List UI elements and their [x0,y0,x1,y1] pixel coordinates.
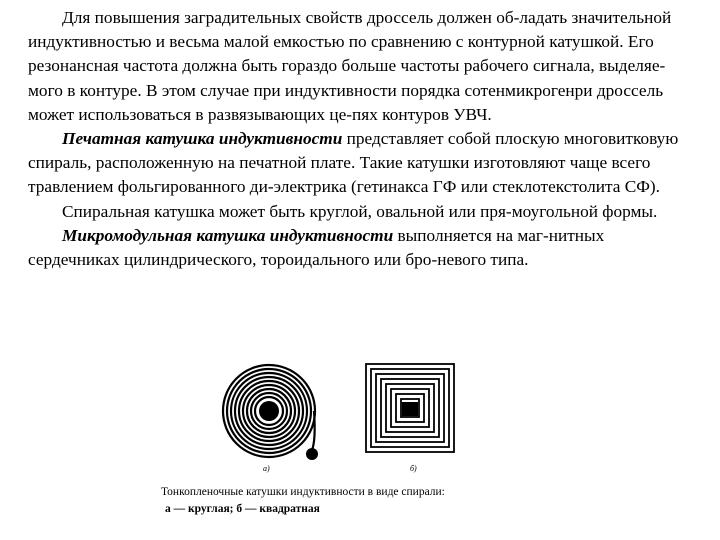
figure-caption-line-2: а — круглая; б — квадратная [165,503,320,515]
figure-caption [161,484,541,518]
round-spiral-outer-pad [306,448,318,460]
paragraph-micromodule-coil-text: выполняется на маг-нитных сердечниках цилиндрического, тороидального или бро-невого типа. [28,225,605,270]
paragraph-choke-text: Для повышения заградительных свойств дроссель должен об-ладать значительной индуктивностью и весьма малой емкостью по сравнению с контурной катушкой. Его резонансная частота должна быть гораздо больше частоты рабочего сигнала, выделяе-мого в контуре. В этом случае при индуктивности порядка сотенмикрогенри дроссель может использоваться в развязывающих це-пях контуров УВЧ. [28,8,672,124]
round-spiral-lead [312,411,315,450]
paragraph-micromodule-coil [28,224,700,272]
paragraph-spiral-shape [28,200,700,224]
figure-caption-line-1: Тонкопленочные катушки индуктивности в виде спирали: [161,486,445,498]
paragraph-printed-coil [28,127,700,200]
square-spiral-coil-figure [362,360,472,468]
figure-label-b: б) [410,464,417,473]
square-spiral-center-pad [402,402,418,416]
text-body [28,6,700,272]
term-micromodule-coil: Микромодульная катушка индуктивности [62,225,394,245]
round-spiral-center-pad [259,401,279,421]
figure-label-a: а) [263,464,270,473]
term-printed-coil: Печатная катушка индуктивности [62,129,343,149]
paragraph-choke [28,6,700,127]
paragraph-printed-coil-text: представляет собой плоскую многовитковую спираль, расположенную на печатной плате. Такие катушки изготовляют чаще всего травлением фольгированного ди-электрика (гетинакса ГФ или стеклотекстолита СФ). [28,129,679,197]
round-spiral-coil-figure [216,360,326,468]
paragraph-spiral-shape-text: Спиральная катушка может быть круглой, овальной или пря-моугольной формы. [62,201,658,221]
